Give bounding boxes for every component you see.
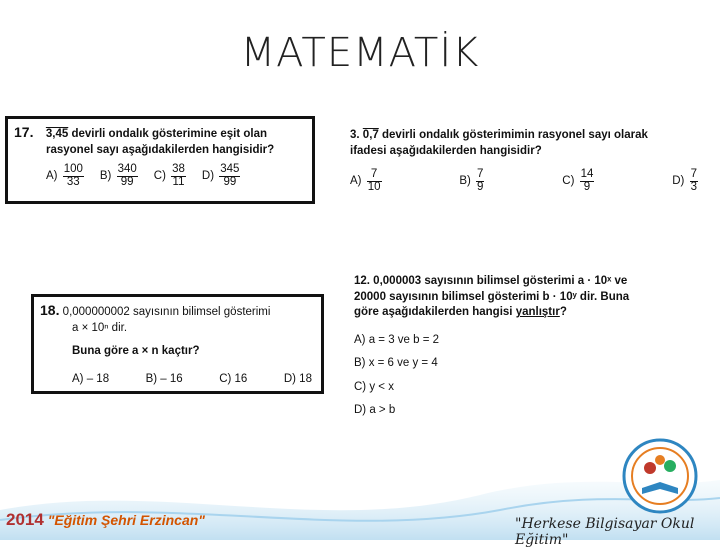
options bbox=[40, 372, 312, 388]
question-text: 12. 0,000003 sayısının bilimsel gösterimi a · 10ˣ ve bbox=[354, 275, 628, 287]
question-text: devirli ondalık gösterimine eşit olan bbox=[71, 128, 268, 140]
option-c[interactable]: C) 16 bbox=[219, 372, 248, 385]
option-c[interactable]: C) $\frac{38}{11}$ bbox=[153, 163, 185, 188]
option-d[interactable]: D) $\frac{7}{3}$ bbox=[672, 168, 697, 193]
question-number: 3. bbox=[350, 129, 360, 141]
footer-year: 2014 bbox=[6, 510, 44, 529]
repeating-decimal: 0,7 bbox=[362, 129, 379, 141]
options bbox=[14, 164, 306, 188]
footer-slogan bbox=[6, 510, 205, 530]
question-text: devirli ondalık gösterimimin rasyonel sayı olarak bbox=[382, 129, 648, 141]
page-title: MATEMATİK bbox=[240, 30, 480, 76]
option-b[interactable]: B) $\frac{340}{99}$ bbox=[99, 163, 137, 188]
option-a[interactable]: A) $\frac{100}{33}$ bbox=[46, 163, 83, 188]
option-b[interactable]: B) $\frac{7}{9}$ bbox=[459, 168, 484, 193]
question-text: 20000 sayısının bilimsel gösterimi b · 10ʸ dir. Buna bbox=[354, 290, 630, 303]
option-b[interactable]: B) – 16 bbox=[145, 372, 183, 385]
option-a[interactable]: A) a = 3 ve b = 2 bbox=[354, 333, 440, 346]
repeating-decimal: 3,45 bbox=[45, 128, 69, 140]
question-text: ifadesi aşağıdakilerden hangisidir? bbox=[350, 144, 542, 157]
footer-motto: "Herkese Bilgisayar Okul Eğitim" bbox=[515, 516, 695, 548]
option-d[interactable]: D) 18 bbox=[283, 372, 312, 385]
question-text: rasyonel sayı aşağıdakilerden hangisidir? bbox=[46, 143, 275, 156]
question-text: göre aşağıdakilerden hangisi yanlıştır? bbox=[354, 306, 567, 319]
question-17 bbox=[5, 116, 315, 204]
question-number: 17. bbox=[14, 124, 34, 140]
option-d[interactable]: D) a > b bbox=[354, 404, 396, 417]
options bbox=[350, 169, 700, 193]
question-text: Buna göre a × n kaçtır? bbox=[72, 345, 200, 358]
options bbox=[354, 329, 709, 423]
question-number: 18. bbox=[40, 302, 60, 318]
footer-slogan-text: "Eğitim Şehri Erzincan" bbox=[47, 512, 205, 528]
question-3 bbox=[350, 128, 710, 193]
question-text: a × 10ⁿ dir. bbox=[72, 321, 128, 334]
option-a[interactable]: A) $\frac{7}{10}$ bbox=[350, 168, 381, 193]
logo-icon bbox=[620, 436, 700, 516]
option-c[interactable]: C) y < x bbox=[354, 380, 394, 393]
question-18 bbox=[31, 294, 324, 394]
option-b[interactable]: B) x = 6 ve y = 4 bbox=[354, 357, 438, 370]
option-c[interactable]: C) $\frac{14}{9}$ bbox=[562, 168, 594, 193]
option-d[interactable]: D) $\frac{345}{99}$ bbox=[201, 163, 240, 188]
option-a[interactable]: A) – 18 bbox=[72, 372, 110, 385]
question-12 bbox=[354, 274, 709, 423]
question-text: 0,000000002 sayısının bilimsel gösterimi bbox=[62, 306, 271, 318]
underlined-word: yanlıştır bbox=[515, 306, 560, 319]
